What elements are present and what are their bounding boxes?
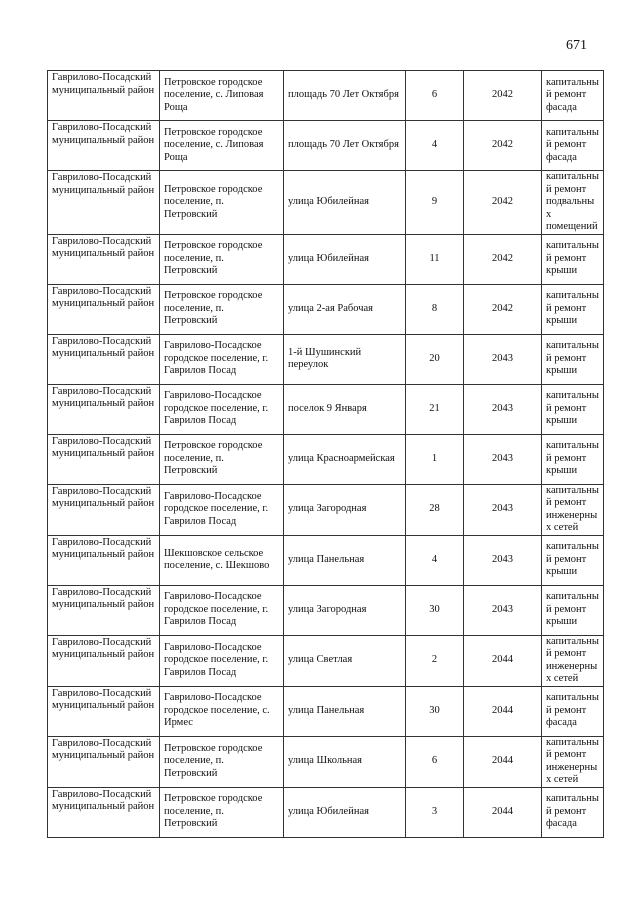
work-type-cell: капитальный ремонт крыши [542,535,604,585]
settlement-cell: Петровское городское поселение, п. Петровский [160,234,284,284]
year-cell: 2044 [464,635,542,686]
settlement-cell: Петровское городское поселение, п. Петровский [160,787,284,837]
settlement-cell: Петровское городское поселение, с. Липовая Роща [160,71,284,121]
work-type-cell: капитальный ремонт фасада [542,787,604,837]
street-cell: площадь 70 Лет Октября [284,121,406,171]
work-type-cell: капитальный ремонт крыши [542,234,604,284]
settlement-cell: Петровское городское поселение, п. Петровский [160,736,284,787]
work-type-cell: капитальный ремонт инженерных сетей [542,484,604,535]
district-cell: Гаврилово-Посадский муниципальный район [48,635,160,686]
repair-schedule-table [47,70,604,838]
year-cell: 2043 [464,585,542,635]
table-row [48,71,604,121]
house-number-cell: 3 [406,787,464,837]
district-cell: Гаврилово-Посадский муниципальный район [48,234,160,284]
table-row [48,234,604,284]
house-number-cell: 6 [406,71,464,121]
table-row [48,434,604,484]
house-number-cell: 30 [406,585,464,635]
settlement-cell: Петровское городское поселение, п. Петровский [160,284,284,334]
settlement-cell: Шекшовское сельское поселение, с. Шекшово [160,535,284,585]
table-row [48,535,604,585]
table-body [48,71,604,838]
work-type-cell: капитальный ремонт крыши [542,334,604,384]
street-cell: улица Панельная [284,535,406,585]
house-number-cell: 4 [406,535,464,585]
table-row [48,585,604,635]
work-type-cell: капитальный ремонт крыши [542,585,604,635]
year-cell: 2043 [464,384,542,434]
year-cell: 2042 [464,171,542,235]
street-cell: улица Красноармейская [284,434,406,484]
work-type-cell: капитальный ремонт крыши [542,434,604,484]
page-number: 671 [566,38,587,53]
settlement-cell: Гаврилово-Посадское городское поселение, г. Гаврилов Посад [160,484,284,535]
year-cell: 2043 [464,334,542,384]
district-cell: Гаврилово-Посадский муниципальный район [48,121,160,171]
street-cell: улица Загородная [284,484,406,535]
work-type-cell: капитальный ремонт крыши [542,284,604,334]
year-cell: 2042 [464,234,542,284]
street-cell: улица Юбилейная [284,171,406,235]
year-cell: 2043 [464,484,542,535]
year-cell: 2042 [464,71,542,121]
street-cell: улица Юбилейная [284,234,406,284]
year-cell: 2042 [464,284,542,334]
street-cell: площадь 70 Лет Октября [284,71,406,121]
settlement-cell: Гаврилово-Посадское городское поселение, г. Гаврилов Посад [160,334,284,384]
street-cell: улица Светлая [284,635,406,686]
house-number-cell: 9 [406,171,464,235]
district-cell: Гаврилово-Посадский муниципальный район [48,71,160,121]
district-cell: Гаврилово-Посадский муниципальный район [48,384,160,434]
year-cell: 2044 [464,736,542,787]
house-number-cell: 21 [406,384,464,434]
district-cell: Гаврилово-Посадский муниципальный район [48,284,160,334]
district-cell: Гаврилово-Посадский муниципальный район [48,686,160,736]
street-cell: улица 2-ая Рабочая [284,284,406,334]
district-cell: Гаврилово-Посадский муниципальный район [48,434,160,484]
work-type-cell: капитальный ремонт фасада [542,686,604,736]
work-type-cell: капитальный ремонт фасада [542,121,604,171]
work-type-cell: капитальный ремонт подвальных помещений [542,171,604,235]
street-cell: улица Школьная [284,736,406,787]
settlement-cell: Петровское городское поселение, п. Петровский [160,434,284,484]
work-type-cell: капитальный ремонт инженерных сетей [542,635,604,686]
house-number-cell: 28 [406,484,464,535]
street-cell: улица Загородная [284,585,406,635]
year-cell: 2043 [464,434,542,484]
year-cell: 2044 [464,787,542,837]
table-row [48,334,604,384]
table-row [48,121,604,171]
district-cell: Гаврилово-Посадский муниципальный район [48,535,160,585]
district-cell: Гаврилово-Посадский муниципальный район [48,736,160,787]
house-number-cell: 30 [406,686,464,736]
year-cell: 2044 [464,686,542,736]
street-cell: 1-й Шушинский переулок [284,334,406,384]
settlement-cell: Петровское городское поселение, с. Липовая Роща [160,121,284,171]
settlement-cell: Петровское городское поселение, п. Петровский [160,171,284,235]
house-number-cell: 4 [406,121,464,171]
table-row [48,686,604,736]
table-row [48,484,604,535]
house-number-cell: 6 [406,736,464,787]
settlement-cell: Гаврилово-Посадское городское поселение, г. Гаврилов Посад [160,635,284,686]
table-row [48,736,604,787]
work-type-cell: капитальный ремонт фасада [542,71,604,121]
settlement-cell: Гаврилово-Посадское городское поселение, г. Гаврилов Посад [160,384,284,434]
work-type-cell: капитальный ремонт крыши [542,384,604,434]
district-cell: Гаврилово-Посадский муниципальный район [48,787,160,837]
house-number-cell: 2 [406,635,464,686]
settlement-cell: Гаврилово-Посадское городское поселение, г. Гаврилов Посад [160,585,284,635]
settlement-cell: Гаврилово-Посадское городское поселение, с. Ирмес [160,686,284,736]
house-number-cell: 20 [406,334,464,384]
table-row [48,635,604,686]
street-cell: улица Панельная [284,686,406,736]
table-row [48,171,604,235]
district-cell: Гаврилово-Посадский муниципальный район [48,484,160,535]
table-row [48,284,604,334]
street-cell: поселок 9 Января [284,384,406,434]
house-number-cell: 11 [406,234,464,284]
year-cell: 2043 [464,535,542,585]
table-row [48,787,604,837]
year-cell: 2042 [464,121,542,171]
district-cell: Гаврилово-Посадский муниципальный район [48,585,160,635]
district-cell: Гаврилово-Посадский муниципальный район [48,171,160,235]
table-row [48,384,604,434]
house-number-cell: 1 [406,434,464,484]
work-type-cell: капитальный ремонт инженерных сетей [542,736,604,787]
district-cell: Гаврилово-Посадский муниципальный район [48,334,160,384]
street-cell: улица Юбилейная [284,787,406,837]
house-number-cell: 8 [406,284,464,334]
